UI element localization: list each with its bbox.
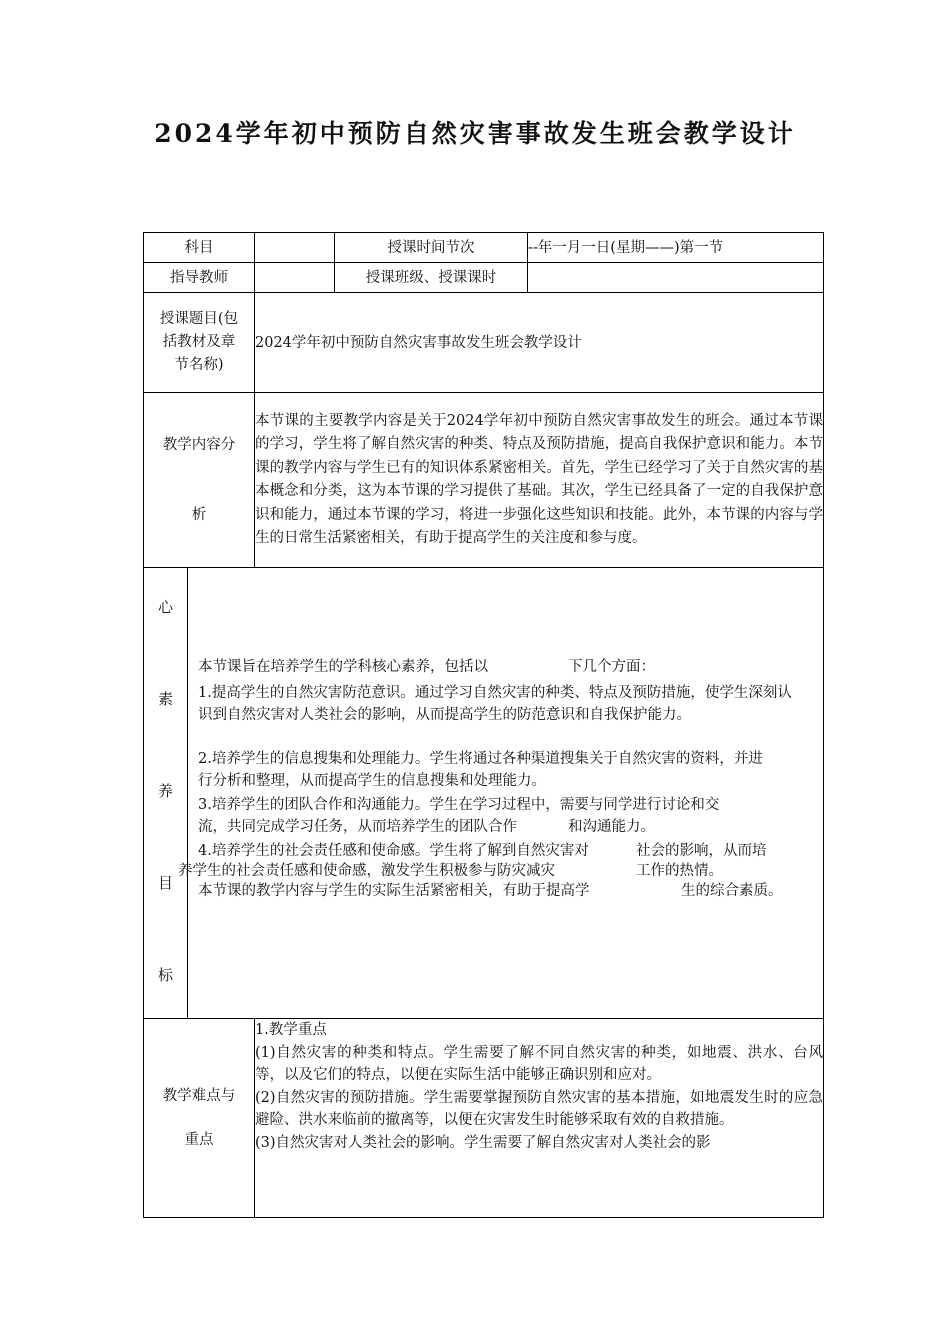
core-goals-item-2: 2.培养学生的信息搜集和处理能力。学生将通过各种渠道搜集关于自然灾害的资料，并进行分析和整理，从而提高学生的信息搜集和处理能力。 [198, 751, 763, 789]
core-goals-label-char: 目 [157, 874, 173, 892]
content-analysis-label-line2: 析 [191, 507, 207, 523]
core-goals-intro-b: 下几个方面： [568, 659, 655, 675]
key-points-label-line1: 教学难点与 [162, 1088, 236, 1104]
core-goals-item-4d: 工作的热情。 [636, 863, 723, 879]
topic-value: 2024学年初中预防自然灾害事故发生班会教学设计 [255, 293, 824, 393]
core-goals-text [178, 568, 823, 1018]
key-points-text [255, 1019, 824, 1218]
subject-value [255, 233, 335, 263]
key-points-paragraph: (2)自然灾害的预防措施。学生需要掌握预防自然灾害的基本措施，如地震发生时的应急避险、洪水来临前的撤离等，以便在灾害发生时能够采取有效的自救措施。 [255, 1089, 823, 1128]
document-title: 2024学年初中预防自然灾害事故发生班会教学设计 [154, 119, 796, 148]
lesson-plan-table [143, 232, 824, 1218]
core-goals-item-3a: 3.培养学生的团队合作和沟通能力。学生在学习过程中，需要与同学进行讨论和交 [198, 797, 720, 813]
core-goals-closing-a: 本节课的教学内容与学生的实际生活紧密相关，有助于提高学 [198, 883, 590, 899]
core-goals-label [144, 568, 188, 1018]
subject-label: 科目 [144, 233, 255, 263]
core-goals-item-4c: 养学生的社会责任感和使命感，激发学生积极参与防灾减灾 [178, 863, 555, 879]
key-points-label-line2: 重点 [184, 1132, 214, 1148]
key-points-paragraph: (3)自然灾害对人类社会的影响。学生需要了解自然灾害对人类社会的影 [255, 1134, 711, 1151]
key-points-heading: 1.教学重点 [255, 1022, 327, 1038]
content-analysis-label-line1: 教学内容分 [162, 437, 236, 453]
content-analysis-text: 本节课的主要教学内容是关于2024学年初中预防自然灾害事故发生的班会。通过本节课的学习，学生将了解自然灾害的种类、特点及预防措施，提高自我保护意识和能力。本节课的教学内容与学生已有的知识体系紧密相关。首先，学生已经学习了关于自然灾害的基本概念和分类，这为本节课的学习提供了基础。其次，学生已经具备了一定的自我保护意识和能力，通过本节课的学习，将进一步强化这些知识和技能。此外，本节课的内容与学生的日常生活紧密相关，有助于提高学生的关注度和参与度。 [255, 393, 824, 568]
core-goals-item-4a: 4.培养学生的社会责任感和使命感。学生将了解到自然灾害对 [198, 843, 589, 859]
table-row [144, 1019, 824, 1218]
time-value: --年一月一日(星期——)第一节 [528, 233, 824, 263]
time-label: 授课时间节次 [335, 233, 528, 263]
core-goals-item-3b: 流，共同完成学习任务，从而培养学生的团队合作 [198, 819, 517, 835]
table-row [144, 393, 824, 568]
core-goals-item-3c: 和沟通能力。 [568, 819, 655, 835]
teacher-value [255, 263, 335, 293]
core-goals-cell [144, 568, 824, 1019]
key-points-label [144, 1019, 255, 1218]
core-goals-label-char: 心 [157, 598, 173, 616]
core-goals-label-char: 养 [157, 782, 173, 800]
key-points-paragraph: (1)自然灾害的种类和特点。学生需要了解不同自然灾害的种类，如地震、洪水、台风等，以及它们的特点，以便在实际生活中能够正确识别和应对。 [255, 1044, 823, 1083]
table-row [144, 233, 824, 263]
core-goals-item-1: 1.提高学生的自然灾害防范意识。通过学习自然灾害的种类、特点及预防措施，使学生深刻认识到自然灾害对人类社会的影响，从而提高学生的防范意识和自我保护能力。 [198, 685, 792, 723]
core-goals-item-4b: 社会的影响，从而培 [636, 843, 767, 859]
class-label: 授课班级、授课课时 [335, 263, 528, 293]
core-goals-label-char: 标 [157, 966, 173, 984]
content-analysis-label [144, 393, 255, 568]
teacher-label: 指导教师 [144, 263, 255, 293]
topic-label: 授课题目(包括教材及章节名称) [144, 293, 255, 393]
class-value [528, 263, 824, 293]
table-row [144, 293, 824, 393]
table-row [144, 568, 824, 1019]
core-goals-closing-b: 生的综合素质。 [681, 883, 783, 899]
core-goals-intro-a: 本节课旨在培养学生的学科核心素养，包括以 [198, 659, 488, 675]
table-row [144, 263, 824, 293]
core-goals-label-char: 素 [157, 690, 173, 708]
